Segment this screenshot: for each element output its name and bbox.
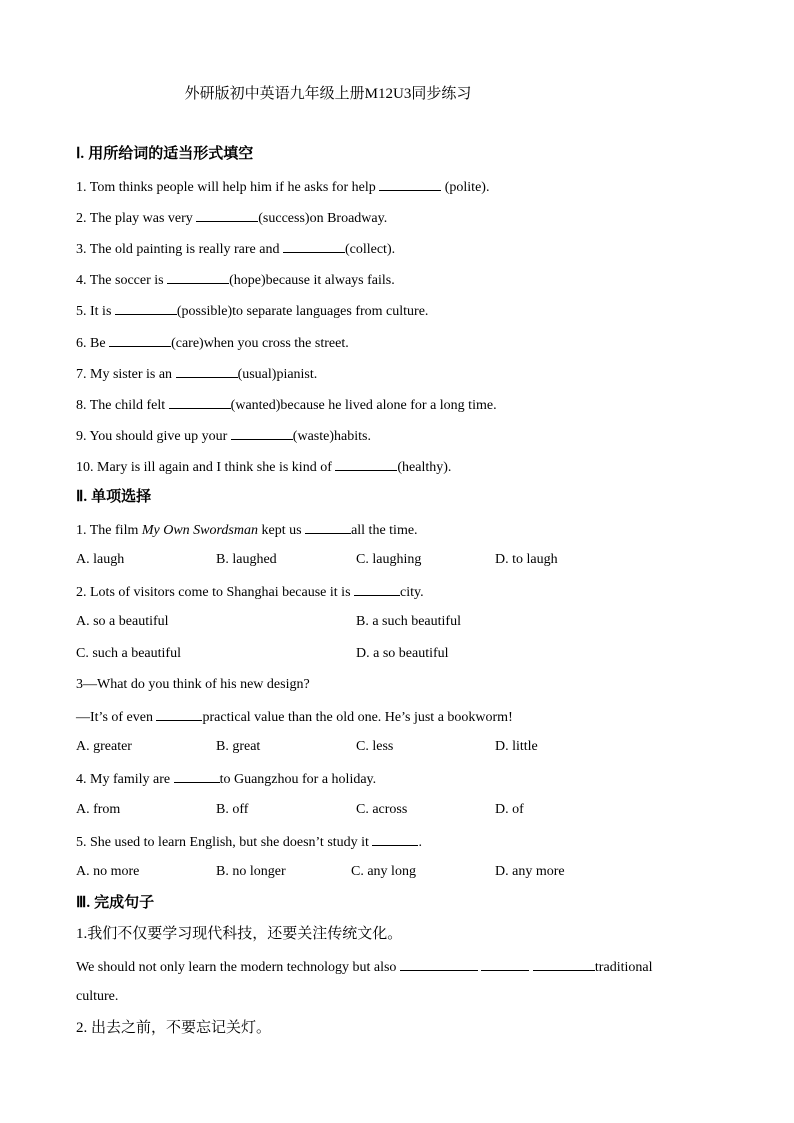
answer-blank[interactable]: [115, 301, 177, 315]
translation-question-2-chinese: 2. 出去之前，不要忘记关灯。: [76, 1020, 272, 1036]
fill-item-4: 4. The soccer is (hope)because it always fails.: [76, 270, 395, 290]
section-1-title: 用所给词的适当形式填空: [88, 146, 254, 162]
option-c[interactable]: C. laughing: [356, 552, 422, 567]
answer-blank[interactable]: [400, 957, 478, 971]
answer-blank[interactable]: [196, 208, 258, 222]
fill-item-7: 7. My sister is an (usual)pianist.: [76, 364, 317, 384]
fill-item-3: 3. The old painting is really rare and (collect).: [76, 239, 395, 259]
option-a[interactable]: A. laugh: [76, 552, 125, 567]
choice-question-3-prompt: 3—What do you think of his new design?: [76, 677, 310, 692]
option-d[interactable]: D. any more: [495, 864, 565, 879]
page-title: 外研版初中英语九年级上册M12U3同步练习: [184, 86, 472, 102]
option-b[interactable]: B. laughed: [216, 552, 277, 567]
section-1-number: Ⅰ.: [76, 146, 85, 162]
fill-item-1: 1. Tom thinks people will help him if he asks for help (polite).: [76, 177, 489, 197]
option-b[interactable]: B. great: [216, 739, 261, 754]
answer-blank[interactable]: [167, 270, 229, 284]
option-c[interactable]: C. less: [356, 739, 394, 754]
option-c[interactable]: C. such a beautiful: [76, 646, 181, 661]
option-a[interactable]: A. from: [76, 802, 121, 817]
translation-question-1-continuation: culture.: [76, 989, 119, 1004]
choice-question-3: —It’s of even practical value than the old one. He’s just a bookworm!: [76, 707, 513, 727]
fill-item-9: 9. You should give up your (waste)habits.: [76, 426, 371, 446]
option-b[interactable]: B. a such beautiful: [356, 614, 461, 629]
option-a[interactable]: A. so a beautiful: [76, 614, 169, 629]
option-d[interactable]: D. to laugh: [495, 552, 558, 567]
option-c[interactable]: C. any long: [351, 864, 416, 879]
section-3-title: 完成句子: [94, 895, 155, 911]
section-3-number: Ⅲ.: [76, 895, 91, 911]
answer-blank[interactable]: [481, 957, 529, 971]
fill-item-10: 10. Mary is ill again and I think she is kind of (healthy).: [76, 457, 451, 477]
option-a[interactable]: A. no more: [76, 864, 140, 879]
option-b[interactable]: B. off: [216, 802, 249, 817]
option-d[interactable]: D. a so beautiful: [356, 646, 449, 661]
option-a[interactable]: A. greater: [76, 739, 132, 754]
fill-item-8: 8. The child felt (wanted)because he lived alone for a long time.: [76, 395, 497, 415]
answer-blank[interactable]: [305, 520, 351, 534]
answer-blank[interactable]: [176, 364, 238, 378]
section-1-heading: [76, 144, 253, 164]
answer-blank[interactable]: [283, 239, 345, 253]
answer-blank[interactable]: [169, 395, 231, 409]
section-2-heading: [76, 487, 151, 507]
answer-blank[interactable]: [109, 333, 171, 347]
translation-question-1-chinese: 1.我们不仅要学习现代科技，还要关注传统文化。: [76, 926, 403, 942]
option-c[interactable]: C. across: [356, 802, 408, 817]
film-title: My Own Swordsman: [141, 523, 258, 538]
fill-item-6: 6. Be (care)when you cross the street.: [76, 333, 349, 353]
choice-question-5: 5. She used to learn English, but she doesn’t study it .: [76, 832, 422, 852]
answer-blank[interactable]: [379, 177, 441, 191]
fill-item-2: 2. The play was very (success)on Broadway.: [76, 208, 387, 228]
answer-blank[interactable]: [533, 957, 595, 971]
answer-blank[interactable]: [335, 457, 397, 471]
answer-blank[interactable]: [354, 582, 400, 596]
option-b[interactable]: B. no longer: [216, 864, 286, 879]
option-d[interactable]: D. little: [495, 739, 538, 754]
section-3-heading: [76, 893, 154, 913]
choice-question-4: 4. My family are to Guangzhou for a holiday.: [76, 769, 376, 789]
answer-blank[interactable]: [231, 426, 293, 440]
choice-question-1: 1. The film My Own Swordsman kept us all the time.: [76, 520, 418, 540]
section-2-title: 单项选择: [91, 489, 152, 505]
translation-question-1-english: We should not only learn the modern technology but also traditional: [76, 957, 652, 977]
option-d[interactable]: D. of: [495, 802, 524, 817]
section-2-number: Ⅱ.: [76, 489, 88, 505]
answer-blank[interactable]: [156, 707, 202, 721]
answer-blank[interactable]: [372, 832, 418, 846]
answer-blank[interactable]: [174, 769, 220, 783]
choice-question-2: 2. Lots of visitors come to Shanghai because it is city.: [76, 582, 424, 602]
fill-item-5: 5. It is (possible)to separate languages from culture.: [76, 301, 428, 321]
